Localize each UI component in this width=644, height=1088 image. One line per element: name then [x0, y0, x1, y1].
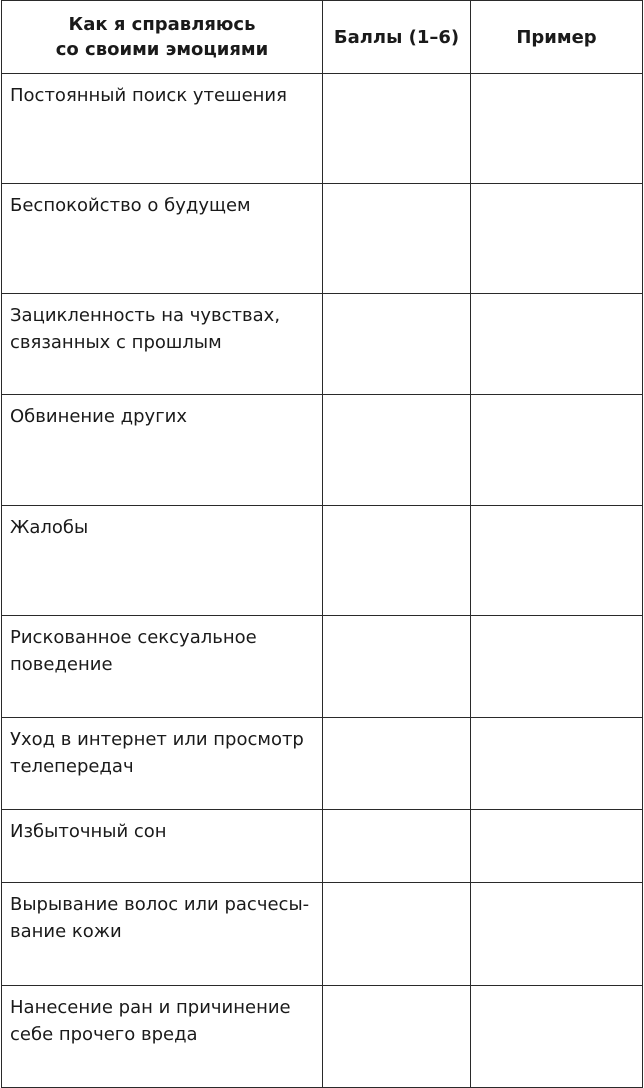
coping-method-cell: [2, 294, 323, 395]
score-cell[interactable]: [323, 74, 471, 184]
table-row: [2, 184, 643, 294]
score-cell[interactable]: [323, 294, 471, 395]
header-example: Пример: [471, 1, 643, 74]
header-score: Баллы (1–6): [323, 1, 471, 74]
example-cell[interactable]: [471, 810, 643, 883]
coping-method-line2: связанных с прошлым: [10, 332, 222, 353]
coping-method-line1: Нанесение ран и причинение: [10, 997, 291, 1018]
table-row: [2, 718, 643, 810]
score-cell[interactable]: [323, 506, 471, 616]
example-cell[interactable]: [471, 718, 643, 810]
score-cell[interactable]: [323, 883, 471, 986]
header-row: [2, 1, 643, 74]
header-method: [2, 1, 323, 74]
coping-method-cell: [2, 74, 323, 184]
coping-method-cell: [2, 506, 323, 616]
table-row: [2, 616, 643, 718]
coping-method-cell: [2, 986, 323, 1088]
coping-method-line1: Обвинение других: [10, 406, 188, 427]
coping-method-line1: Вырывание волос или расчесы-: [10, 894, 310, 915]
coping-worksheet-table: [1, 0, 643, 1088]
header-method-line2: со своими эмоциями: [55, 39, 269, 60]
score-cell[interactable]: [323, 810, 471, 883]
coping-method-line1: Избыточный сон: [10, 821, 167, 842]
table-row: [2, 986, 643, 1088]
coping-method-line2: поведение: [10, 654, 113, 675]
coping-method-cell: [2, 184, 323, 294]
score-cell[interactable]: [323, 718, 471, 810]
example-cell[interactable]: [471, 616, 643, 718]
table-row: [2, 294, 643, 395]
coping-method-cell: [2, 810, 323, 883]
coping-method-line1: Уход в интернет или просмотр: [10, 729, 304, 750]
example-cell[interactable]: [471, 883, 643, 986]
coping-method-line1: Беспокойство о будущем: [10, 195, 251, 216]
coping-method-line1: Постоянный поиск утешения: [10, 85, 287, 106]
example-cell[interactable]: [471, 395, 643, 506]
table-row: [2, 883, 643, 986]
score-cell[interactable]: [323, 986, 471, 1088]
coping-method-cell: [2, 395, 323, 506]
score-cell[interactable]: [323, 395, 471, 506]
example-cell[interactable]: [471, 184, 643, 294]
score-cell[interactable]: [323, 616, 471, 718]
example-cell[interactable]: [471, 294, 643, 395]
coping-method-line1: Жалобы: [10, 517, 89, 538]
coping-method-cell: [2, 718, 323, 810]
header-method-line1: Как я справляюсь: [68, 14, 256, 35]
table-row: [2, 506, 643, 616]
table-row: [2, 395, 643, 506]
coping-method-line1: Зацикленность на чувствах,: [10, 305, 281, 326]
table-row: [2, 810, 643, 883]
coping-method-line2: телепередач: [10, 756, 134, 777]
table-row: [2, 74, 643, 184]
coping-method-line2: себе прочего вреда: [10, 1024, 198, 1045]
coping-method-cell: [2, 616, 323, 718]
coping-method-line2: вание кожи: [10, 921, 122, 942]
score-cell[interactable]: [323, 184, 471, 294]
coping-method-cell: [2, 883, 323, 986]
coping-method-line1: Рискованное сексуальное: [10, 627, 257, 648]
example-cell[interactable]: [471, 986, 643, 1088]
example-cell[interactable]: [471, 506, 643, 616]
example-cell[interactable]: [471, 74, 643, 184]
